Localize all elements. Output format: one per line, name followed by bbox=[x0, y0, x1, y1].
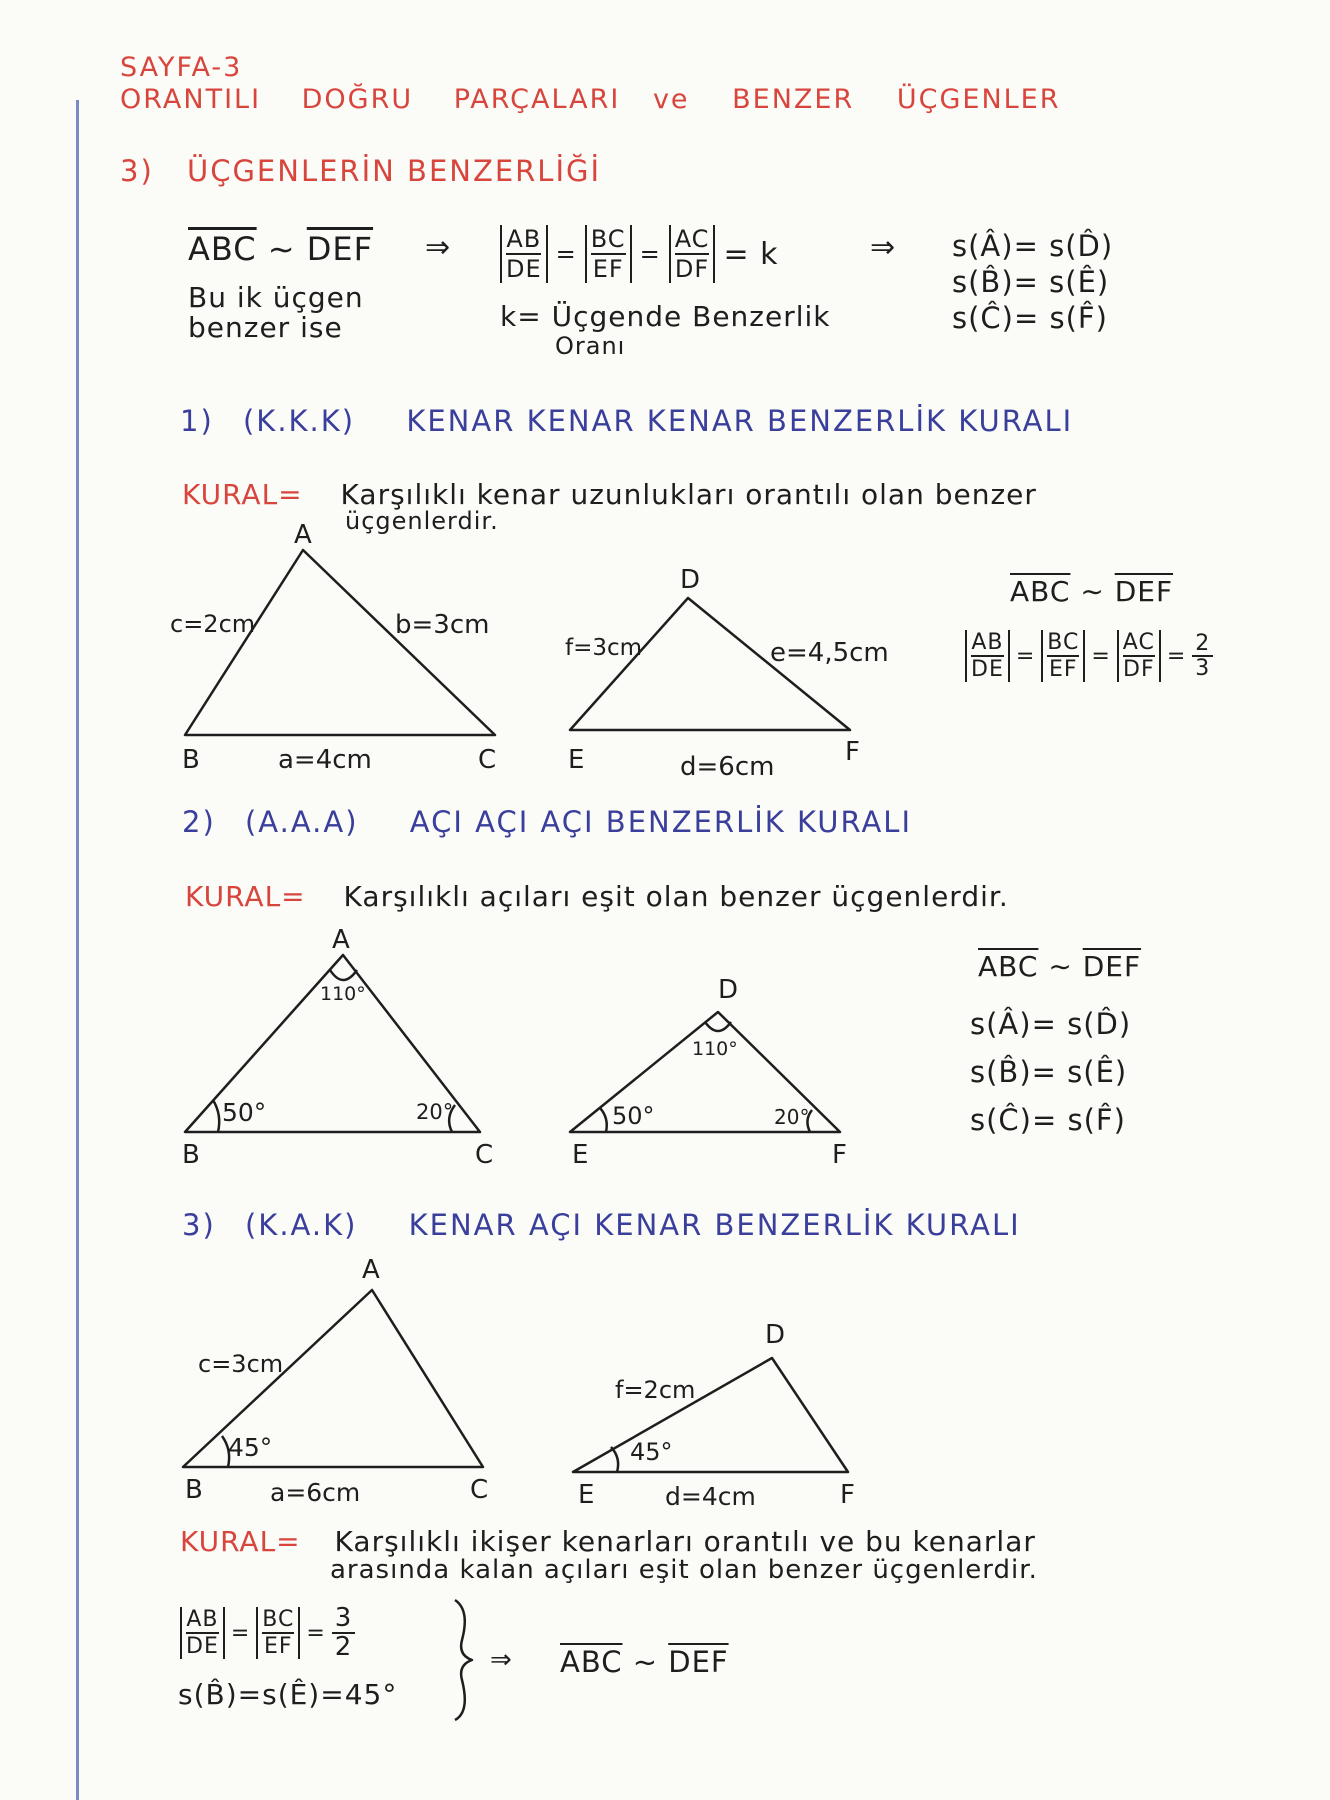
kural-label: KURAL= bbox=[182, 478, 303, 511]
rule1-kural-line2: üçgenlerdir. bbox=[345, 507, 499, 535]
triangle-abc: $\overline{ABC}$ bbox=[188, 230, 257, 268]
r1-similarity: $\overline{ABC}$ ∼ $\overline{DEF}$ bbox=[1010, 575, 1174, 608]
rule1-kural: KURAL= Karşılıklı kenar uzunlukları orantılı olan benzer bbox=[182, 478, 1037, 511]
r2-vertex-c: C bbox=[475, 1140, 494, 1170]
section-title-text: ÜÇGENLERİN BENZERLİĞİ bbox=[186, 154, 602, 188]
r3-angle-e: 45° bbox=[630, 1438, 673, 1466]
angle-eq-a: s(Â)= s(D̂) bbox=[952, 229, 1114, 263]
r3-ratios: $\frac{AB}{DE}$ = $\frac{BC}{EF}$ = $\frac{3}{2}$ bbox=[180, 1605, 355, 1662]
r2-vertex-d: D bbox=[718, 975, 739, 1005]
angle-arc-a bbox=[330, 970, 357, 980]
r3-vertex-f: F bbox=[840, 1480, 855, 1510]
r2-angle-a: 110° bbox=[320, 983, 366, 1005]
r2-angle-f: 20° bbox=[774, 1105, 810, 1129]
r1-side-b: b=3cm bbox=[395, 610, 490, 640]
r3-vertex-a: A bbox=[362, 1255, 380, 1285]
triangle-def: $\overline{DEF}$ bbox=[306, 230, 374, 268]
r2-angle-e: 50° bbox=[612, 1102, 655, 1130]
r3-angle-b: 45° bbox=[228, 1433, 273, 1462]
rule3-kural: KURAL= Karşılıklı ikişer kenarları orantılı ve bu kenarlar bbox=[180, 1525, 1036, 1558]
section-number: 3) bbox=[120, 154, 154, 188]
r2-vertex-a: A bbox=[332, 925, 350, 955]
r1-side-e: e=4,5cm bbox=[770, 638, 889, 668]
intro-note-line1: Bu ik üçgen bbox=[188, 281, 364, 314]
title-word: ve bbox=[652, 84, 690, 115]
r1-vertex-c: C bbox=[478, 745, 497, 775]
r1-vertex-e: E bbox=[568, 745, 585, 775]
ratio-bc-ef: $\frac{BC}{EF}$ bbox=[585, 225, 632, 283]
rule3-heading: 3) (K.A.K) KENAR AÇI KENAR BENZERLİK KURALI bbox=[182, 1208, 1021, 1242]
k-definition: k= Üçgende Benzerlik bbox=[500, 300, 831, 333]
title-word: PARÇALARI bbox=[453, 84, 621, 115]
ratio-ab-de: $\frac{AB}{DE}$ bbox=[500, 225, 548, 283]
angle-arc-e bbox=[600, 1108, 607, 1132]
intro-arrow-1: ⇒ bbox=[425, 230, 452, 265]
r2-vertex-e: E bbox=[572, 1140, 589, 1170]
title-word: BENZER bbox=[732, 84, 855, 115]
title-word: ORANTILI bbox=[120, 84, 262, 115]
r3-side-c: c=3cm bbox=[198, 1350, 284, 1378]
brace bbox=[455, 1600, 472, 1720]
r1-vertex-a: A bbox=[294, 520, 312, 550]
r2-vertex-b: B bbox=[182, 1140, 200, 1170]
rule1-triangle-abc bbox=[185, 550, 495, 735]
ratio-ac-df: $\frac{AC}{DF}$ bbox=[669, 225, 716, 283]
r1-vertex-d: D bbox=[680, 565, 701, 595]
angle-arc-b bbox=[213, 1100, 219, 1132]
intro-arrow-2: ⇒ bbox=[870, 230, 897, 265]
angle-eq-b: s(B̂)= s(Ê) bbox=[952, 265, 1110, 299]
r3-similarity: $\overline{ABC}$ ∼ $\overline{DEF}$ bbox=[560, 1645, 729, 1679]
r1-side-f: f=3cm bbox=[565, 635, 643, 661]
r1-vertex-b: B bbox=[182, 745, 200, 775]
r1-side-d: d=6cm bbox=[680, 752, 775, 782]
r1-ratio-value: $\frac{2}{3}$ bbox=[1192, 632, 1213, 680]
page-label: SAYFA-3 bbox=[120, 52, 243, 83]
r3-vertex-d: D bbox=[765, 1320, 786, 1350]
ratio-k: = k bbox=[723, 236, 779, 272]
angle-eq-c: s(Ĉ)= s(F̂) bbox=[952, 301, 1108, 335]
r3-ratio-value: $\frac{3}{2}$ bbox=[332, 1605, 356, 1662]
intro-ratios: $\frac{AB}{DE}$ = $\frac{BC}{EF}$ = $\frac{AC}{DF}$ = k bbox=[500, 225, 779, 283]
k-definition-2: Oranı bbox=[555, 332, 626, 360]
r3-side-a: a=6cm bbox=[270, 1478, 361, 1507]
r2-vertex-f: F bbox=[832, 1140, 847, 1170]
r3-vertex-b: B bbox=[185, 1475, 203, 1505]
intro-note-line2: benzer ise bbox=[188, 311, 343, 344]
r3-side-d: d=4cm bbox=[665, 1482, 756, 1511]
rule1-heading: 1) (K.K.K) KENAR KENAR KENAR BENZERLİK KURALI bbox=[180, 404, 1074, 438]
r2-angle-d: 110° bbox=[692, 1038, 738, 1060]
r2-angle-c: 20° bbox=[416, 1100, 454, 1124]
r2-angle-b: 50° bbox=[222, 1098, 267, 1127]
r3-side-f: f=2cm bbox=[615, 1376, 696, 1404]
similar-symbol: ∼ bbox=[267, 230, 296, 268]
r2-angle-equalities: s(Â)= s(D̂) s(B̂)= s(Ê) s(Ĉ)= s(F̂) bbox=[970, 1007, 1132, 1137]
r2-similarity: $\overline{ABC}$ ∼ $\overline{DEF}$ bbox=[978, 950, 1142, 983]
rule3-kural-line2: arasında kalan açıları eşit olan benzer üçgenlerdir. bbox=[330, 1555, 1038, 1585]
r3-angle-condition: s(B̂)=s(Ê)=45° bbox=[178, 1678, 398, 1711]
r1-ratios: $\frac{AB}{DE}$ = $\frac{BC}{EF}$ = $\frac{AC}{DF}$ = $\frac{2}{3}$ bbox=[965, 630, 1213, 682]
title-word: DOĞRU bbox=[301, 84, 414, 115]
r3-vertex-e: E bbox=[578, 1480, 595, 1510]
r1-vertex-f: F bbox=[845, 737, 860, 767]
title-word: ÜÇGENLER bbox=[896, 84, 1061, 115]
r1-side-a: a=4cm bbox=[278, 745, 372, 775]
r3-implies: ⇒ bbox=[490, 1645, 513, 1675]
angle-arc-d bbox=[705, 1022, 731, 1031]
rule2-heading: 2) (A.A.A) AÇI AÇI AÇI BENZERLİK KURALI bbox=[182, 805, 912, 839]
r1-side-c: c=2cm bbox=[170, 610, 256, 638]
rule2-kural: KURAL= Karşılıklı açıları eşit olan benzer üçgenlerdir. bbox=[185, 880, 1009, 913]
r3-vertex-c: C bbox=[470, 1475, 489, 1505]
